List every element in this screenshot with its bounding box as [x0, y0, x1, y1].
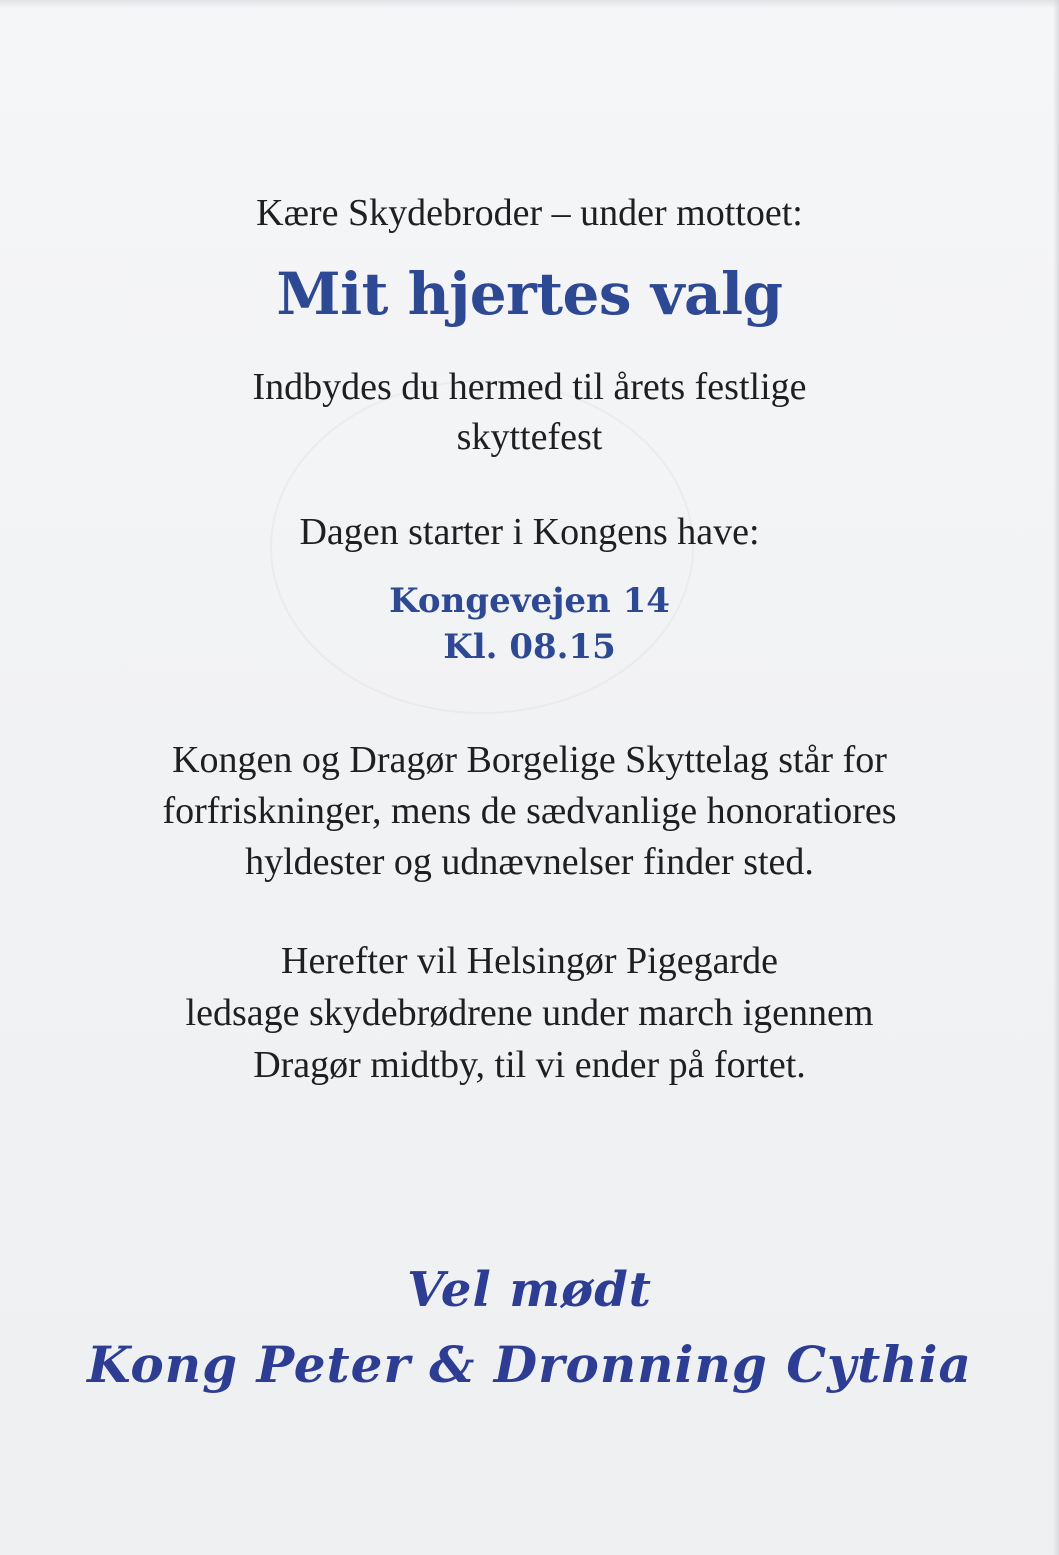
address-time: Kl. 08.15 [443, 627, 616, 667]
invitation-line-2: skyttefest [456, 416, 603, 458]
refreshments-paragraph [0, 735, 1059, 888]
invitation-line-1: Indbydes du hermed til årets festlige [252, 366, 807, 408]
address-street: Kongevejen 14 [389, 581, 670, 621]
paragraph2-line-3: Dragør midtby, til vi ender på fortet. [253, 1044, 806, 1086]
signature-names: Kong Peter & Dronning Cythia [87, 1335, 972, 1394]
motto-title: Mit hjertes valg [276, 260, 783, 328]
address-block [0, 578, 1059, 670]
greeting-line: Kære Skydebroder – under mottoet: [256, 192, 803, 234]
invitation-text [0, 362, 1059, 462]
start-line: Dagen starter i Kongens have: [299, 511, 760, 553]
march-paragraph [0, 935, 1059, 1091]
paragraph1-line-1: Kongen og Dragør Borgelige Skyttelag står for [172, 739, 887, 781]
paragraph2-line-1: Herefter vil Helsingør Pigegarde [281, 940, 778, 982]
paragraph2-line-2: ledsage skydebrødrene under march igennem [185, 992, 874, 1034]
paragraph1-line-3: hyldester og udnævnelser finder sted. [245, 841, 814, 883]
signature-greeting: Vel mødt [407, 1262, 652, 1318]
paragraph1-line-2: forfriskninger, mens de sædvanlige honoratiores [162, 790, 897, 832]
